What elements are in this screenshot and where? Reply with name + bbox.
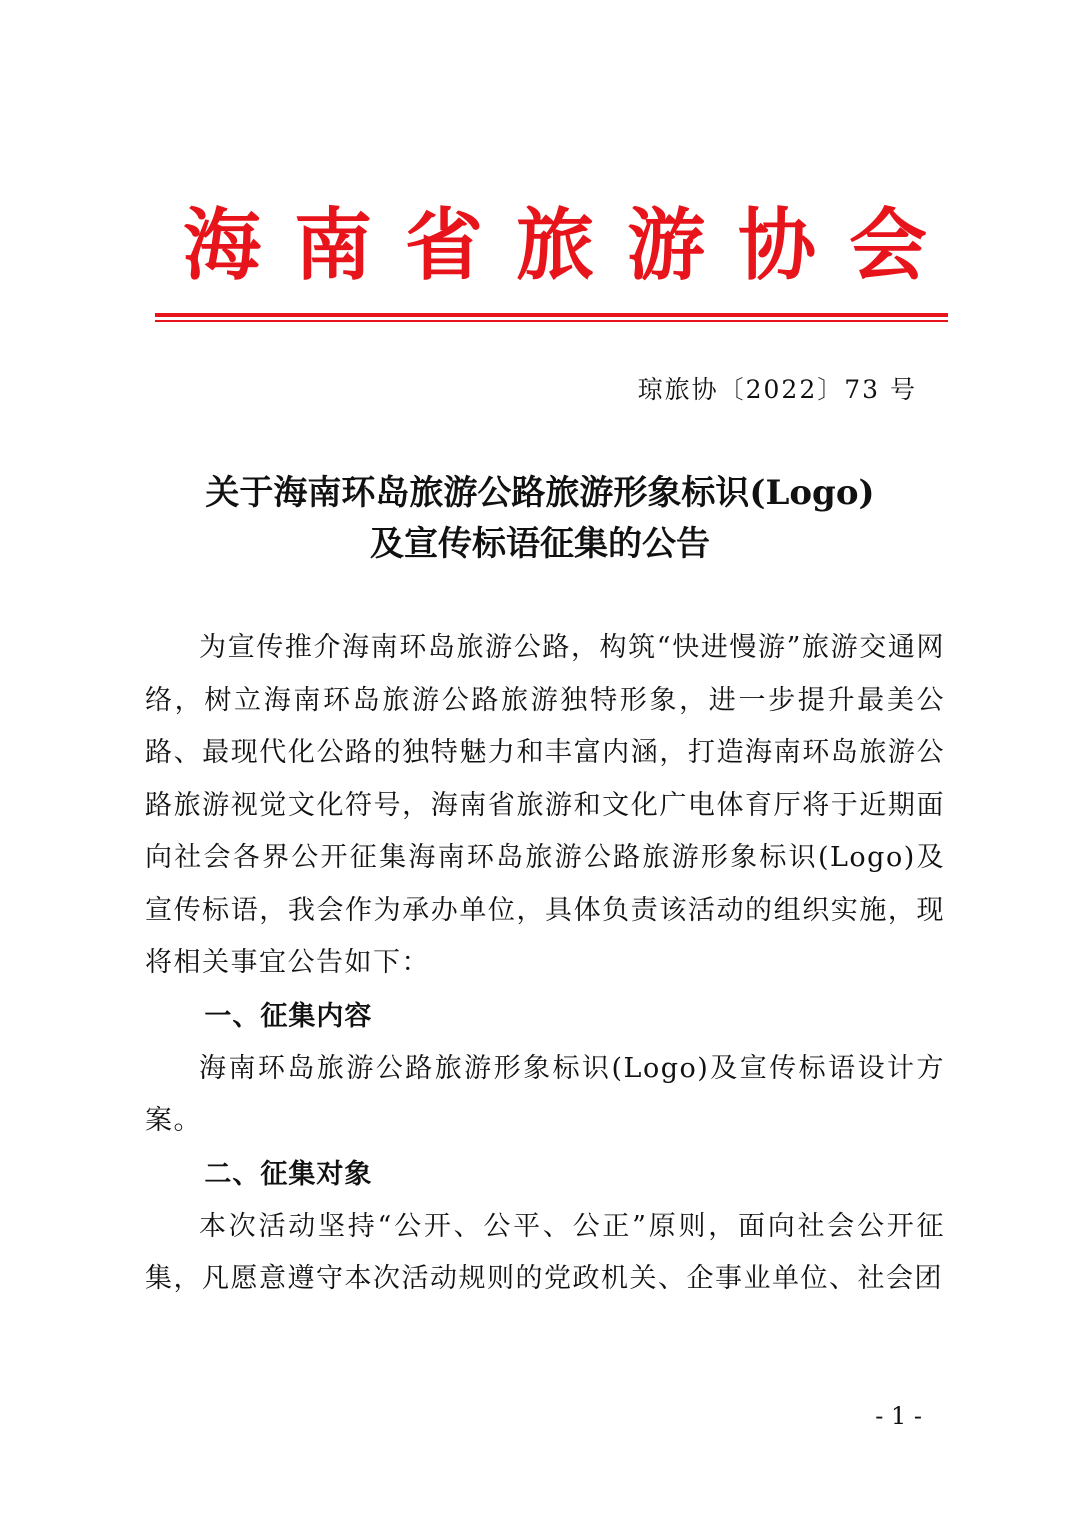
section-2-paragraph: 本次活动坚持“公开、公平、公正”原则，面向社会公开征集，凡愿意遵守本次活动规则的党政机关、企事业单位、社会团	[145, 1210, 945, 1294]
document-number: 琼旅协〔2022〕73 号	[637, 375, 917, 404]
document-body	[145, 622, 945, 1306]
letterhead-organization-name: 海南省旅游协会	[183, 201, 961, 291]
section-1-heading: 一、征集内容	[204, 1000, 373, 1032]
document-title-line-2: 及宣传标语征集的公告	[370, 524, 710, 564]
intro-paragraph: 为宣传推介海南环岛旅游公路，构筑“快进慢游”旅游交通网络，树立海南环岛旅游公路旅游独特形象，进一步提升最美公路、最现代化公路的独特魅力和丰富内涵，打造海南环岛旅游公路旅游视觉文化符号，海南省旅游和文化广电体育厅将于近期面向社会各界公开征集海南环岛旅游公路旅游形象标识(Logo)及宣传标语，我会作为承办单位，具体负责该活动的组织实施，现将相关事宜公告如下：	[145, 632, 945, 978]
letterhead-red-rule-thin	[155, 320, 948, 322]
document-title-line-1: 关于海南环岛旅游公路旅游形象标识(Logo)	[205, 473, 875, 513]
letterhead-red-rule-thick	[155, 313, 948, 317]
section-2-heading: 二、征集对象	[204, 1158, 373, 1190]
page-number: - 1 -	[875, 1402, 922, 1430]
document-title	[140, 468, 940, 570]
section-1-paragraph: 海南环岛旅游公路旅游形象标识(Logo)及宣传标语设计方案。	[145, 1052, 945, 1136]
